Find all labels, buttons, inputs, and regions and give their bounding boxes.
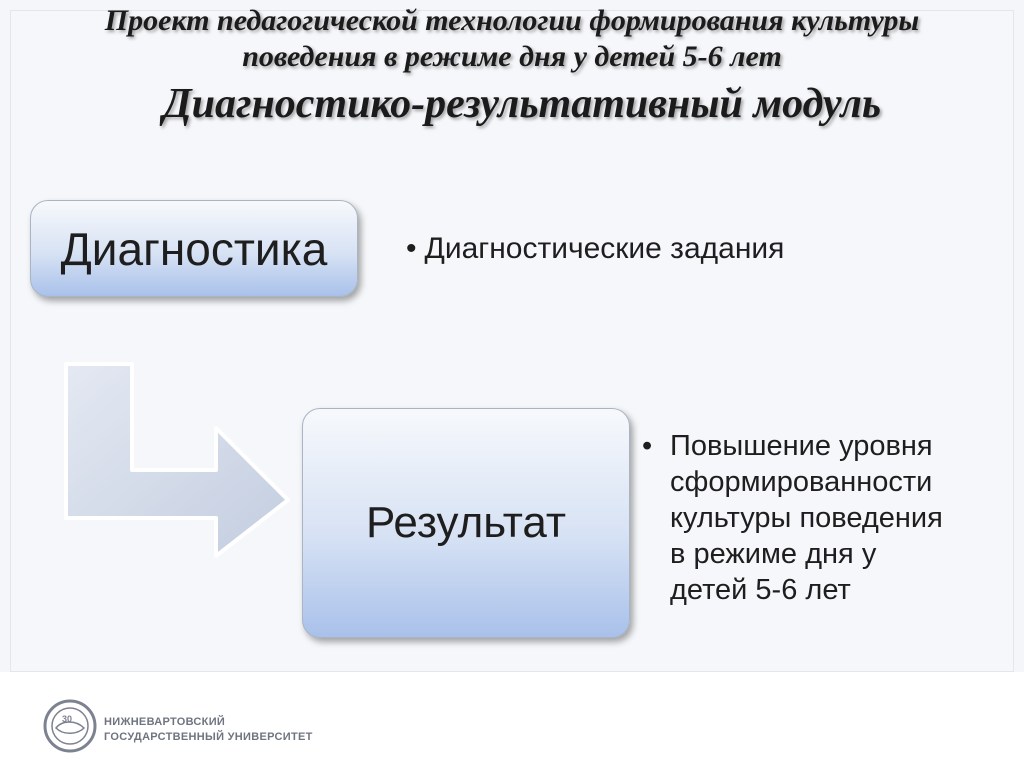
title-line-1: Проект педагогической технологии формирования культуры — [104, 4, 920, 37]
title-line-2: поведения в режиме дня у детей 5-6 лет — [242, 40, 782, 73]
logo-badge: 30 — [62, 714, 73, 724]
result-bullet-line: в режиме дня у — [670, 538, 877, 570]
result-bullet-line: Повышение уровня — [670, 430, 933, 462]
bent-arrow-icon — [60, 360, 296, 560]
diagnostics-bullet — [406, 232, 784, 266]
university-name-line-1: НИЖНЕВАРТОВСКИЙ — [104, 716, 226, 728]
bullet-dot: • — [406, 232, 417, 265]
university-name-line-2: ГОСУДАРСТВЕННЫЙ УНИВЕРСИТЕТ — [104, 731, 313, 743]
university-logo-icon — [42, 698, 98, 754]
result-bullet-line: детей 5-6 лет — [670, 574, 851, 606]
bullet-dot: • — [642, 430, 653, 462]
diagnostics-label: Диагностика — [60, 222, 328, 275]
diagnostics-bullet-text: Диагностические задания — [424, 232, 785, 265]
result-bullet-line: сформированности — [670, 466, 933, 498]
result-label: Результат — [365, 498, 567, 547]
module-title: Диагностико-результативный модуль — [162, 81, 882, 127]
result-bullet — [642, 428, 943, 608]
result-box — [302, 408, 630, 638]
result-bullet-line: культуры поведения — [670, 502, 943, 534]
diagnostics-box — [30, 200, 358, 297]
